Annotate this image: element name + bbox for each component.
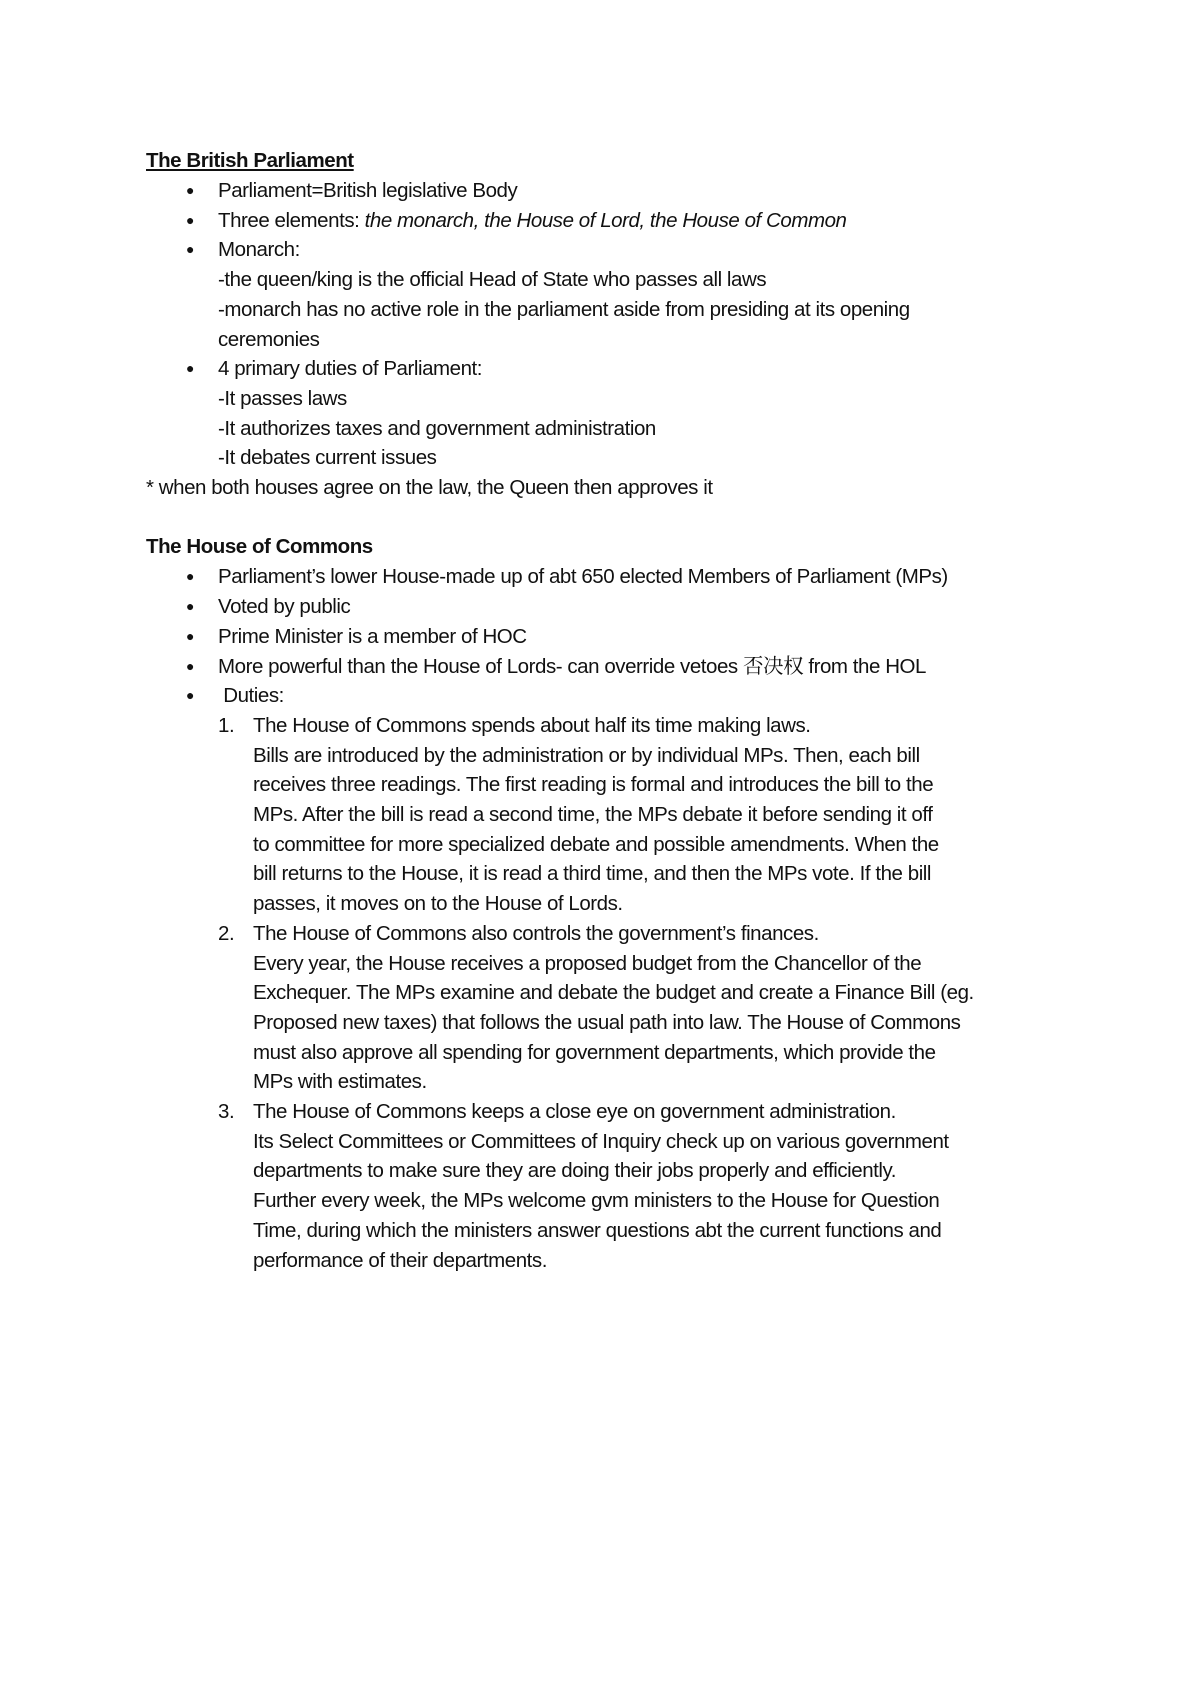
list-item-italic: the monarch, the House of Lord, the House of Common (364, 208, 847, 232)
bullet-icon: ● (185, 360, 194, 377)
duty-item-1 (146, 711, 1096, 919)
list-item (146, 562, 1096, 592)
duty-number: 3. (218, 1100, 235, 1124)
list-item-text: 4 primary duties of Parliament: (218, 357, 483, 381)
bullet-icon: ● (185, 241, 194, 258)
list-item-text: More powerful than the House of Lords- can override vetoes 否决权 from the HOL (218, 654, 927, 678)
list-item (146, 622, 1096, 652)
list-item-subline: -It authorizes taxes and government administration (218, 416, 656, 440)
list-item-subline: -It debates current issues (218, 446, 437, 470)
duty-line: Time, during which the ministers answer questions abt the current functions and (253, 1218, 942, 1242)
duty-line: must also approve all spending for government departments, which provide the (253, 1040, 936, 1064)
section-note: * when both houses agree on the law, the Queen then approves it (146, 476, 713, 500)
list-item-subline: -monarch has no active role in the parliament aside from presiding at its opening (218, 297, 910, 321)
list-item-subline: -the queen/king is the official Head of State who passes all laws (218, 268, 767, 292)
duty-item-3 (146, 1097, 1096, 1275)
list-item (146, 176, 1096, 206)
bullet-icon: ● (185, 687, 194, 704)
document-page (146, 146, 1096, 1275)
bullet-icon: ● (185, 182, 194, 198)
section-heading-house-of-commons: The House of Commons (146, 535, 373, 559)
list-item (146, 592, 1096, 622)
list-item (146, 652, 1096, 682)
list-item-text: Prime Minister is a member of HOC (218, 624, 527, 648)
list-item (146, 206, 1096, 236)
duty-line: The House of Commons spends about half its time making laws. (253, 713, 811, 737)
list-item-text: Parliament=British legislative Body (218, 179, 518, 202)
list-item (146, 235, 1096, 354)
list-item (146, 681, 1096, 711)
bullet-icon: ● (185, 568, 194, 585)
duty-line: passes, it moves on to the House of Lords. (253, 892, 623, 916)
duty-line: MPs with estimates. (253, 1070, 427, 1094)
spacer (146, 503, 1096, 533)
list-item-subline: ceremonies (218, 327, 320, 351)
bullet-icon: ● (185, 598, 194, 615)
duty-line: Bills are introduced by the administration or by individual MPs. Then, each bill (253, 743, 920, 767)
duty-line: MPs. After the bill is read a second time, the MPs debate it before sending it off (253, 803, 933, 827)
bullet-icon: ● (185, 627, 194, 644)
duty-line: bill returns to the House, it is read a third time, and then the MPs vote. If the bill (253, 862, 932, 886)
list-item (146, 354, 1096, 473)
duty-line: The House of Commons also controls the government’s finances. (253, 921, 819, 945)
list-item-text: Duties: (218, 684, 284, 708)
list-item-text: Monarch: (218, 238, 300, 262)
bullet-icon: ● (185, 657, 194, 674)
list-item-text: Voted by public (218, 595, 351, 619)
list-item-subline: -It passes laws (218, 386, 347, 410)
duty-line: The House of Commons keeps a close eye on government administration. (253, 1100, 896, 1124)
duty-item-2 (146, 919, 1096, 1097)
list-item-lead: Three elements: (218, 208, 365, 232)
duty-number: 2. (218, 921, 235, 945)
duty-line: to committee for more specialized debate and possible amendments. When the (253, 832, 939, 856)
section-heading-british-parliament: The British Parliament (146, 149, 354, 172)
duty-line: receives three readings. The first reading is formal and introduces the bill to the (253, 773, 934, 797)
duty-line: Exchequer. The MPs examine and debate the budget and create a Finance Bill (eg. (253, 981, 974, 1005)
bullet-icon: ● (185, 211, 194, 228)
duty-line: performance of their departments. (253, 1248, 547, 1272)
duty-number: 1. (218, 713, 235, 737)
duty-line: Further every week, the MPs welcome gvm ministers to the House for Question (253, 1189, 940, 1213)
list-item-text: Parliament’s lower House-made up of abt 650 elected Members of Parliament (MPs) (218, 565, 948, 589)
duty-line: Every year, the House receives a proposed budget from the Chancellor of the (253, 951, 922, 975)
duty-line: Proposed new taxes) that follows the usual path into law. The House of Commons (253, 1010, 961, 1034)
duty-line: Its Select Committees or Committees of Inquiry check up on various government (253, 1129, 949, 1153)
duty-line: departments to make sure they are doing their jobs properly and efficiently. (253, 1159, 897, 1183)
